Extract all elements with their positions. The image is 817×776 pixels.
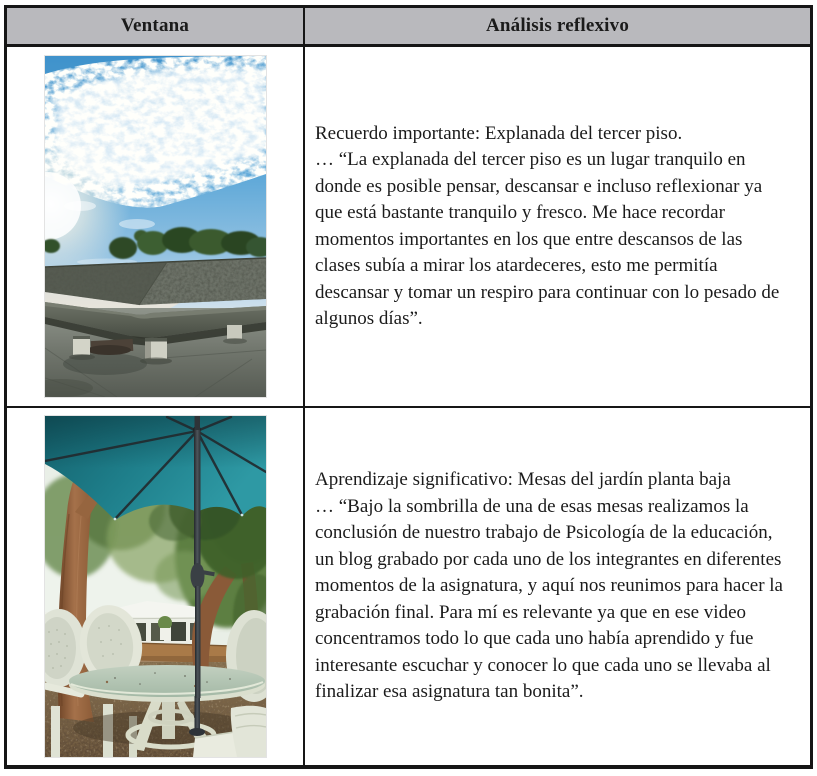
analysis-title-2: Aprendizaje significativo: Mesas del jardín planta baja bbox=[315, 469, 731, 491]
explanada-tercer-piso-photo bbox=[45, 56, 266, 397]
table-row-1-analysis-cell bbox=[305, 47, 810, 408]
analysis-quote-1: … “La explanada del tercer piso es un lugar tranquilo en donde es posible pensar, descansar e incluso reflexionar ya que está bastante tranquilo y fresco. Me hace recordar momentos importantes en los que entre descansos de las clases subía a mirar los atardeceres, esto me permitía descansar y tomar un respiro para continuar con lo pesado de algunos días”. bbox=[315, 149, 785, 329]
mesas-jardin-photo bbox=[45, 416, 266, 757]
column-header-analisis-label: Análisis reflexivo bbox=[485, 15, 630, 36]
analysis-quote-2: … “Bajo la sombrilla de una de esas mesas realizamos la conclusión de nuestro trabajo de Psicología de la educación, un blog grabado por cada uno de los integrantes en diferentes momentos de la asignatura, y aquí nos reunimos para hacer la grabación final. Para mí es relevante ya que en ese video concentramos todo lo que cada uno había aprendido y fue interesante escuchar y conocer lo que cada uno se llevaba al finalizar esa asignatura tan bonita”. bbox=[315, 495, 788, 703]
column-header-ventana bbox=[7, 8, 305, 47]
table-row-1-photo-cell bbox=[7, 47, 305, 408]
table-row-2-analysis-cell bbox=[305, 408, 810, 765]
table-row-2-photo-cell bbox=[7, 408, 305, 765]
column-header-analisis bbox=[305, 8, 810, 47]
reflective-analysis-table bbox=[4, 5, 813, 769]
analysis-title-1: Recuerdo importante: Explanada del tercer piso. bbox=[315, 122, 683, 144]
column-header-ventana-label: Ventana bbox=[120, 15, 190, 36]
